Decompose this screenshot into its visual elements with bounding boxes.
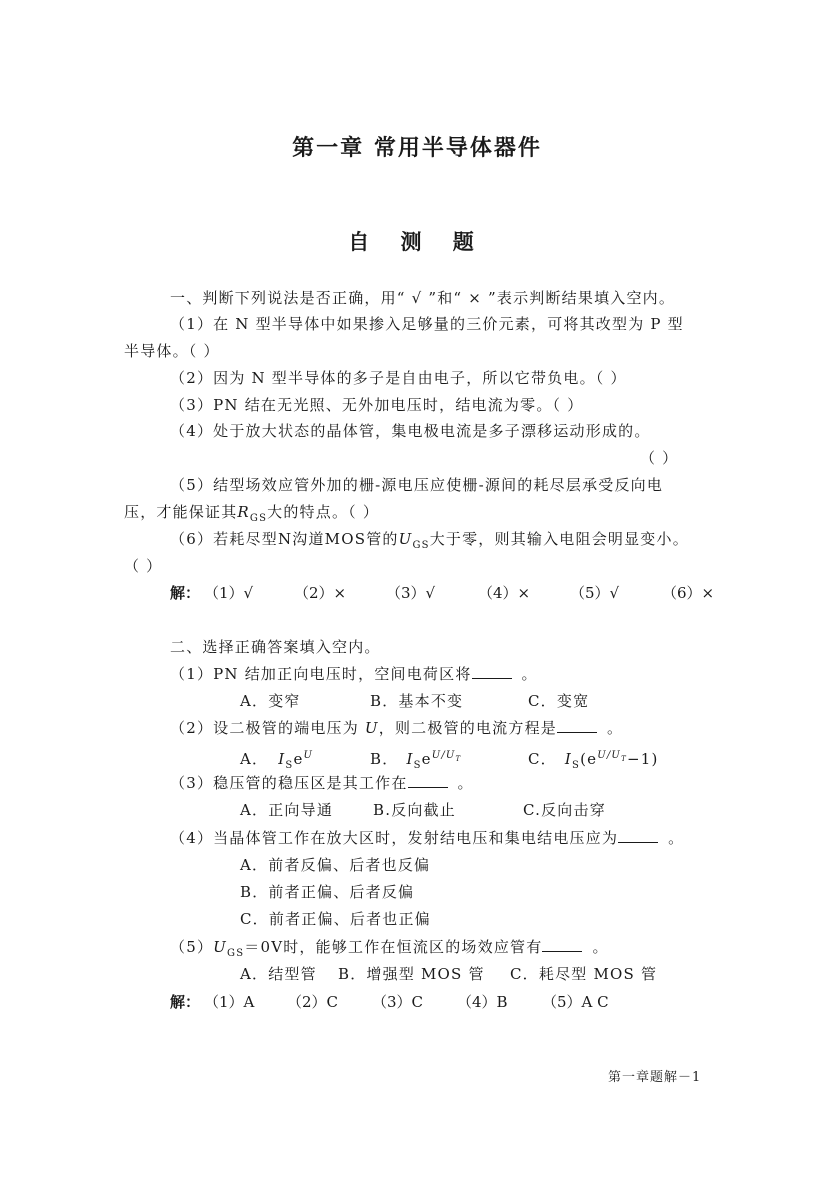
subscript: GS [412,540,430,551]
formula-sub: S [413,760,422,771]
answer-item: （3）C [372,993,424,1011]
formula-open: (e [580,750,598,768]
part2-q2-options [240,746,659,776]
option-a [240,746,370,776]
formula-close: −1) [626,750,659,768]
answer-label: 解： [170,584,201,602]
answer-label: 解： [170,993,201,1011]
variable: U [213,938,227,956]
answer-item: （1）A [204,993,255,1011]
exp-sub: T [621,755,627,763]
part2-answers [170,992,609,1012]
text: （4）当晶体管工作在放大区时，发射结电压和集电结电压应为 [170,829,619,847]
answer-item: （4）B [457,993,508,1011]
answer-blank [408,773,448,788]
option-letter: B． [370,750,399,768]
answer-item: （1）√ [204,584,254,602]
text: ，则二极管的电流方程是 [378,719,557,737]
part1-heading: 一、判断下列说法是否正确，用“ √ ”和“ × ”表示判断结果填入空内。 [170,289,676,307]
option: C．变宽 [528,692,590,710]
answer-item: （6）× [662,584,715,602]
text: ＝0V时，能够工作在恒流区的场效应管有 [244,938,543,956]
part2-q4-option-a: A．前者反偏、后者也反偏 [240,856,431,874]
answer-item: （5）√ [570,584,620,602]
part1-q6-line1 [170,529,689,556]
chapter-title: 第一章 常用半导体器件 [292,136,542,161]
variable: U [364,719,379,737]
option: C．耗尽型 MOS 管 [510,965,658,983]
answer-item: （3）√ [386,584,436,602]
exp-text: U/U [431,750,456,761]
text: 。 [606,719,624,737]
formula-exp [432,750,462,761]
text: 。 [457,774,474,792]
formula-I: I [564,750,573,768]
text: 。 [592,938,609,956]
formula-sub: S [572,760,581,771]
part1-q5-line2 [124,502,379,529]
part1-answers [170,583,714,603]
text: 压，才能保证其 [124,503,238,521]
answer-item: （5）A C [542,993,609,1011]
part2-q4 [170,828,684,848]
part2-q2 [170,718,623,738]
part2-heading: 二、选择正确答案填入空内。 [170,638,381,656]
option: C.反向击穿 [523,801,606,819]
subscript: GS [227,948,245,959]
part2-q4-option-b: B．前者正偏、后者反偏 [240,883,415,901]
part1-q6-line2: （ ） [124,557,163,575]
option: A．变窄 [240,692,301,710]
text: 。 [521,665,538,683]
answer-item: （2）C [287,993,339,1011]
answer-blank [618,828,658,843]
answer-blank [557,718,597,733]
text: （6）若耗尽型N沟道MOS管的 [170,530,399,548]
formula-e: e [421,750,432,768]
section-title: 自 测 题 [348,230,486,254]
text: （5） [170,938,214,956]
exp-text: U/U [597,750,622,761]
part2-q3-options [240,800,606,820]
option-letter: C． [528,750,557,768]
option: A．结型管 [240,965,317,983]
part1-q5-line1: （5）结型场效应管外加的栅-源电压应使栅-源间的耗尽层承受反向电 [170,476,664,494]
text: （1）PN 结加正向电压时，空间电荷区将 [170,665,472,683]
formula-I: I [406,750,414,768]
part2-q3 [170,773,474,793]
part2-q4-option-c: C．前者正偏、后者也正偏 [240,910,431,928]
part1-q1-line2: 半导体。（ ） [124,342,220,360]
text: （3）稳压管的稳压区是其工作在 [170,774,408,792]
option-b [370,746,528,776]
option: B.反向截止 [373,801,456,819]
part1-q4-line1: （4）处于放大状态的晶体管，集电极电流是多子漂移运动形成的。 [170,422,651,440]
text: 。 [668,829,685,847]
part1-q2: （2）因为 N 型半导体的多子是自由电子，所以它带负电。（ ） [170,369,627,387]
formula-I: I [278,750,286,768]
answer-blank [472,664,512,679]
text: 大于零，则其输入电阻会明显变小。 [429,530,689,548]
page-footer: 第一章题解－1 [608,1070,702,1085]
formula-exp [597,750,627,761]
part2-q5-options [240,964,657,984]
answer-item: （4）× [478,584,531,602]
answer-blank [542,937,582,952]
variable: U [398,530,413,548]
formula-e: e [293,750,304,768]
answer-item: （2）× [294,584,347,602]
subscript: GS [249,513,268,524]
option: B．增强型 MOS 管 [338,965,485,983]
part1-q3: （3）PN 结在无光照、无外加电压时，结电流为零。（ ） [170,396,584,414]
formula-exp: U [303,750,314,761]
option-letter: A． [240,750,269,768]
option-c [528,746,659,776]
text: 大的特点。（ ） [267,503,380,521]
option: B．基本不变 [370,692,464,710]
part2-q5 [170,937,609,964]
exp-sub: T [455,755,462,763]
part2-q1 [170,664,538,684]
part1-q4-line2: （ ） [640,449,679,467]
option: A．正向导通 [240,801,334,819]
formula-sub: S [285,760,294,771]
part2-q1-options [240,691,589,711]
text: （2）设二极管的端电压为 [170,719,365,737]
variable: R [237,503,250,521]
part1-q1-line1: （1）在 N 型半导体中如果掺入足够量的三价元素，可将其改型为 P 型 [170,315,684,333]
